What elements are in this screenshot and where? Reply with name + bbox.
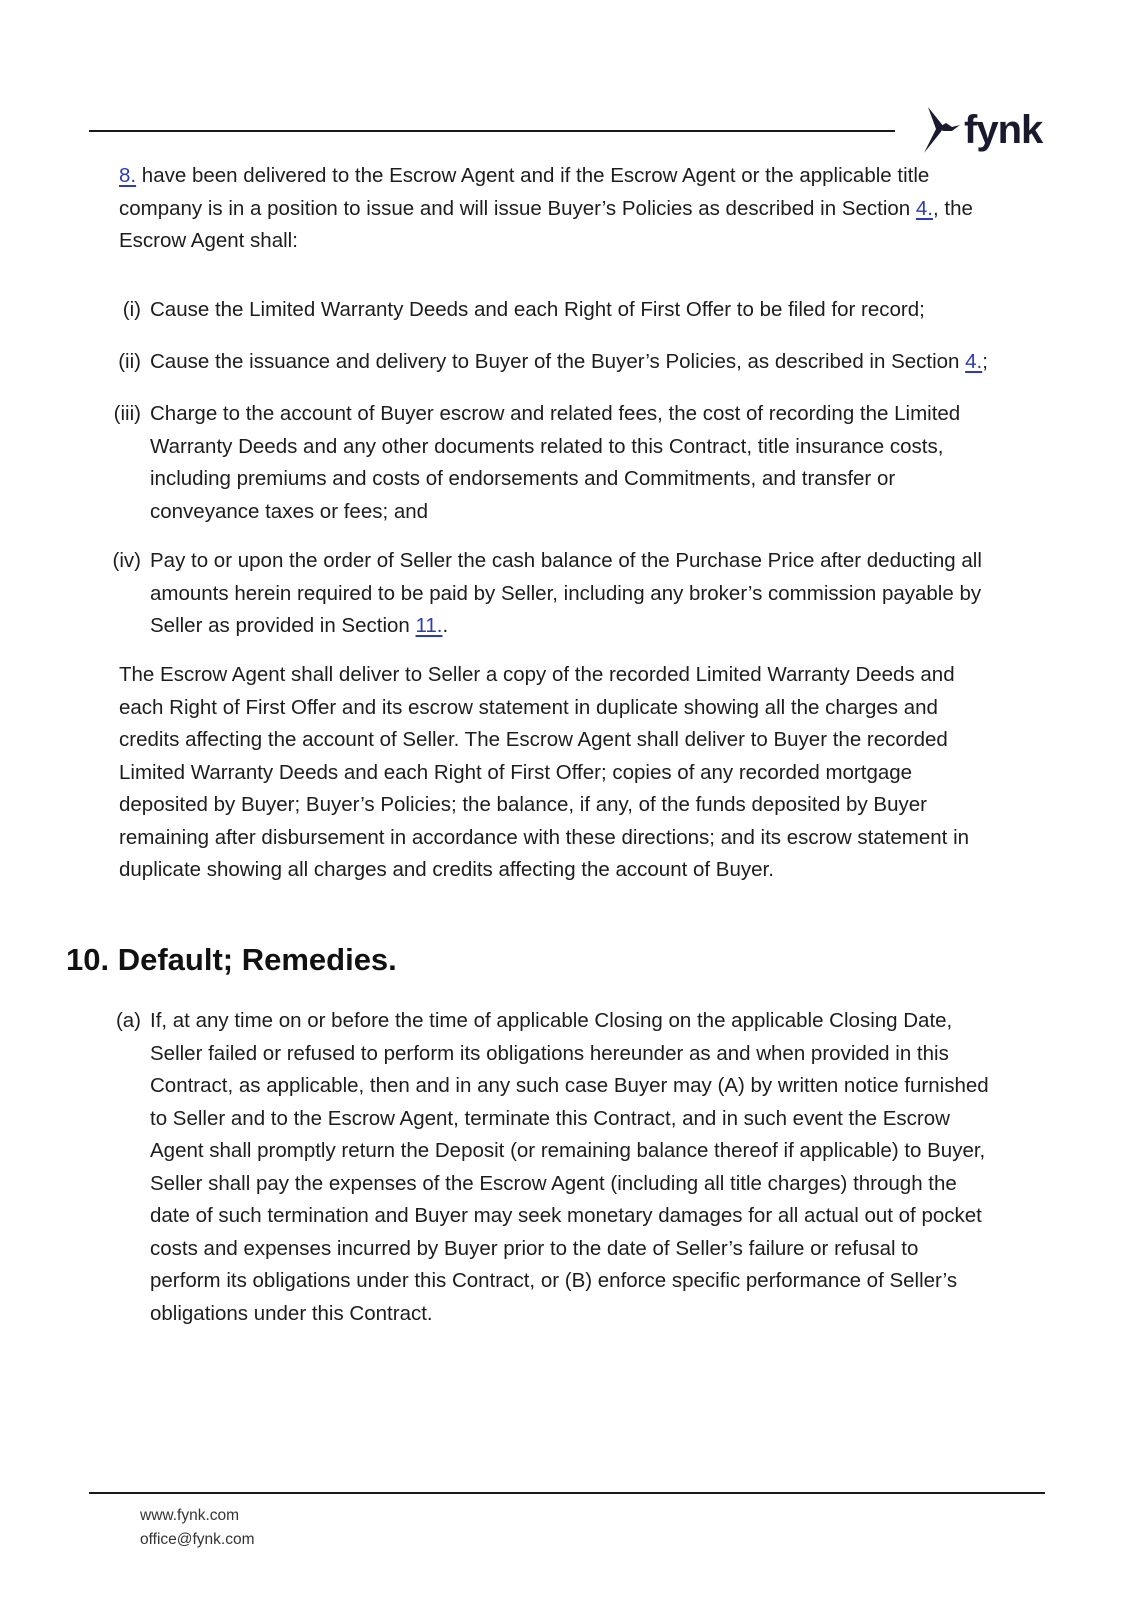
escrow-delivery-paragraph [119, 659, 1079, 887]
list-item-number: (a) [115, 1009, 141, 1032]
list-item-text: Cause the Limited Warranty Deeds and each Right of First Offer to be filed for record; [150, 298, 925, 321]
footer-divider [89, 1492, 1045, 1494]
list-item-line: Agent shall promptly return the Deposit (or remaining balance thereof if applicable) to Buyer, [150, 1139, 986, 1162]
list-item [0, 346, 1131, 379]
list-item-line: including premiums and costs of endorsements and Commitments, and transfer or [150, 467, 896, 490]
list-item-line: perform its obligations under this Contract, or (B) enforce specific performance of Seller’s [150, 1269, 958, 1292]
list-item-line: Pay to or upon the order of Seller the cash balance of the Purchase Price after deducting all [150, 549, 982, 572]
list-item [0, 1005, 1131, 1335]
footer-email-link[interactable]: office@fynk.com [140, 1531, 255, 1548]
intro-text-2: company is in a position to issue and will issue Buyer’s Policies as described in Section [119, 196, 916, 220]
list-item-number: (iv) [112, 549, 141, 572]
intro-line-2 [119, 193, 1059, 226]
footer [140, 1504, 255, 1552]
list-item [0, 398, 1131, 530]
list-item-line: Seller failed or refused to perform its obligations hereunder as and when provided in this [150, 1041, 949, 1065]
list-item-text: Cause the issuance and delivery to Buyer of the Buyer’s Policies, as described in Section [150, 350, 966, 373]
list-item-number: (iii) [113, 402, 141, 425]
list-item-line: date of such termination and Buyer may seek monetary damages for all actual out of pocket [150, 1204, 982, 1227]
paragraph-line: duplicate showing all charges and credits affecting the account of Buyer. [119, 858, 774, 881]
list-item-line: Seller shall pay the expenses of the Escrow Agent (including all title charges) through the [150, 1171, 957, 1195]
intro-text-3: , the [932, 196, 973, 220]
header-divider [89, 130, 895, 132]
fynk-bird-icon [922, 105, 962, 155]
list-item-tail: ; [982, 350, 988, 373]
list-item-number: (i) [122, 298, 141, 321]
section-8-link[interactable]: 8. [119, 164, 137, 187]
brand-name: fynk [964, 108, 1043, 152]
intro-line-3: Escrow Agent shall: [119, 229, 298, 252]
list-item-line: to Seller and to the Escrow Agent, terminate this Contract, and in such event the Escrow [150, 1106, 950, 1130]
paragraph-line: Limited Warranty Deeds and each Right of First Offer; copies of any recorded mortgage [119, 760, 913, 784]
list-item-line: Charge to the account of Buyer escrow and related fees, the cost of recording the Limited [150, 402, 961, 425]
intro-paragraph [119, 160, 1059, 258]
section-11-link[interactable]: 11. [415, 614, 443, 637]
list-item-line: conveyance taxes or fees; and [150, 499, 429, 523]
footer-website-link[interactable]: www.fynk.com [140, 1507, 240, 1524]
section-heading: 10. Default; Remedies. [66, 942, 397, 977]
paragraph-line: The Escrow Agent shall deliver to Seller a copy of the recorded Limited Warranty Deeds and [119, 663, 955, 686]
list-item-line: obligations under this Contract. [150, 1301, 433, 1325]
paragraph-line: deposited by Buyer; Buyer’s Policies; the balance, if any, of the funds deposited by Buyer [119, 793, 927, 816]
section-4-link[interactable]: 4. [965, 350, 983, 373]
list-item [0, 545, 1131, 645]
list-item-line: costs and expenses incurred by Buyer prior to the date of Seller’s failure or refusal to [150, 1236, 919, 1260]
intro-line-1 [119, 160, 1059, 193]
list-item-text: Seller as provided in Section [150, 614, 416, 637]
list-item-line: Warranty Deeds and any other documents related to this Contract, title insurance costs, [150, 434, 944, 458]
paragraph-line: credits affecting the account of Seller. The Escrow Agent shall deliver to Buyer the recorded [119, 728, 948, 751]
list-item-line: If, at any time on or before the time of applicable Closing on the applicable Closing Date, [150, 1009, 953, 1032]
list-item-line: Contract, as applicable, then and in any such case Buyer may (A) by written notice furnished [150, 1074, 989, 1097]
paragraph-line: each Right of First Offer and its escrow statement in duplicate showing all the charges and [119, 695, 938, 719]
paragraph-line: remaining after disbursement in accordance with these directions; and its escrow statement in [119, 825, 970, 849]
list-item-tail: . [442, 614, 449, 637]
list-item-line [150, 610, 982, 643]
brand-logo [922, 104, 1042, 156]
list-item-line: amounts herein required to be paid by Seller, including any broker’s commission payable by [150, 581, 982, 605]
section-4-link[interactable]: 4. [915, 196, 933, 220]
list-item-number: (ii) [118, 350, 141, 373]
list-item [0, 294, 1131, 327]
intro-text-1: have been delivered to the Escrow Agent and if the Escrow Agent or the applicable title [136, 164, 930, 187]
